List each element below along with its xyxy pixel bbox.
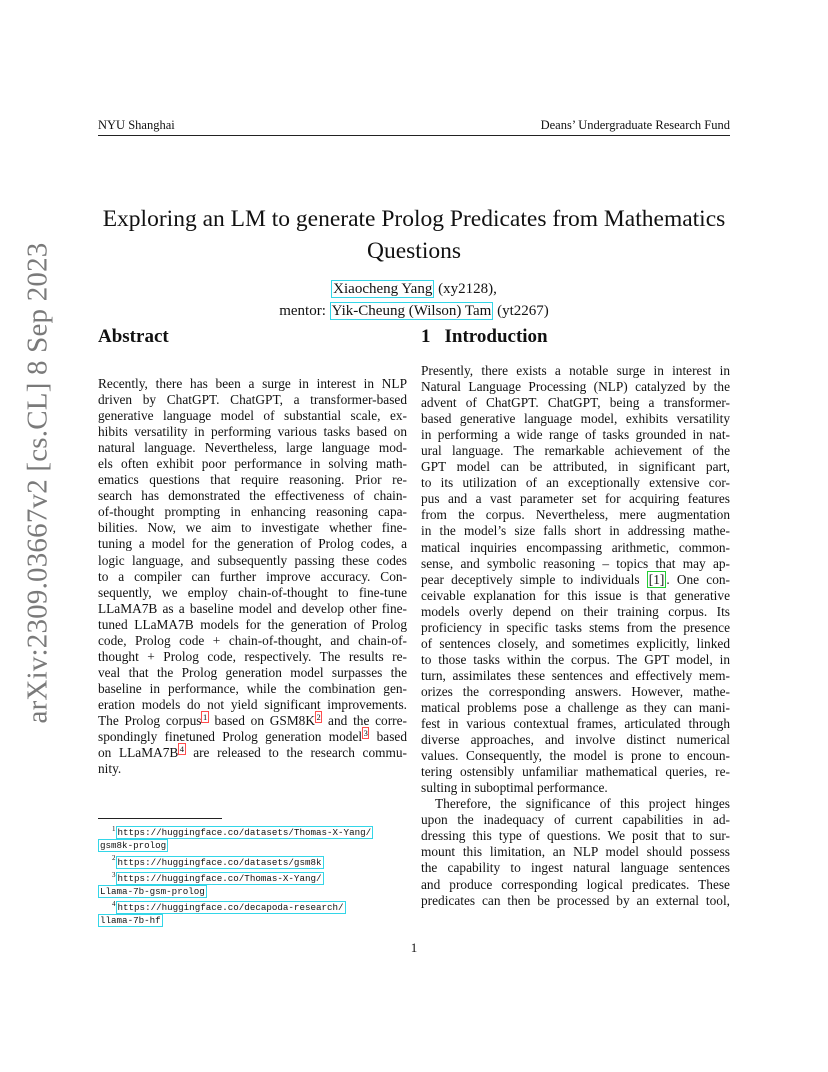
intro-line: tering ostensibly unfamiliar mathematical queries, re- <box>421 764 730 780</box>
intro-line: mount this limitation, an NLP model should possess <box>421 844 730 860</box>
footnote-url-link[interactable]: https://huggingface.co/datasets/Thomas-X-Yang/ <box>117 827 372 839</box>
section-number: 1 <box>421 326 431 347</box>
footnote-link-2[interactable]: 2 <box>316 711 321 722</box>
intro-line: models overly depend on their training corpus. Its <box>421 603 730 619</box>
footnote-rule <box>98 818 222 819</box>
footnote-url-link[interactable]: gsm8k-prolog <box>100 840 167 852</box>
abstract-line <box>98 729 407 745</box>
footnote-3-cont <box>98 885 407 898</box>
abstract-line: natural language. Nevertheless, large language mod- <box>98 440 407 456</box>
abstract-line: search has demonstrated the effectiveness of chain- <box>98 488 407 504</box>
intro-line: matical inquiries encompassing arithmetic, common- <box>421 539 730 555</box>
intro-line: of sentences closely, and sometimes explicitly, linked <box>421 635 730 651</box>
intro-line: advent of ChatGPT. ChatGPT, being a transformer- <box>421 395 730 411</box>
footnote-1-cont <box>98 839 407 852</box>
abstract-line: LLaMA7B as a baseline model and develop other fine- <box>98 600 407 616</box>
abstract-heading: Abstract <box>98 326 169 347</box>
abstract-line: eration models do not yield significant improvements. <box>98 696 407 712</box>
abstract-line: els often exhibit poor performance in solving math- <box>98 456 407 472</box>
intro-line: orizes the corresponding answers. However, mathe- <box>421 683 730 699</box>
header-rule <box>98 135 730 136</box>
abstract-line: ematics questions that require reasoning. Prior re- <box>98 472 407 488</box>
abstract-line <box>98 713 407 729</box>
abstract-line: code, Prolog code + chain-of-thought, and chain-of- <box>98 632 407 648</box>
abstract-line: bilities. Now, we aim to investigate whether fine- <box>98 520 407 536</box>
abstract-line: hibits versatility in performing various tasks based on <box>98 424 407 440</box>
mentor-line <box>98 300 730 322</box>
running-header-right: Deans’ Undergraduate Research Fund <box>540 118 730 132</box>
abstract-text-fragment: are released to the research commu- <box>185 745 407 761</box>
intro-line: the capability to ingest natural language sentences <box>421 860 730 876</box>
intro-line: in performing a wide range of tasks grounded in nat- <box>421 427 730 443</box>
intro-line: Therefore, the significance of this project hinges <box>435 796 730 812</box>
footnote-url-link[interactable]: https://huggingface.co/datasets/gsm8k <box>117 856 322 868</box>
footnote-url-link[interactable]: https://huggingface.co/decapoda-research/ <box>117 902 344 914</box>
abstract-line: nity. <box>98 761 122 777</box>
intro-line: based generative language model, exhibits versatility <box>421 411 730 427</box>
author-line <box>98 278 730 300</box>
abstract-line: Recently, there has been a surge in interest in NLP <box>98 376 407 391</box>
running-header-left: NYU Shanghai <box>98 118 175 132</box>
footnote-mark: 1 <box>112 825 116 833</box>
abstract-line: tuned LLaMA7B models for the generation of Prolog <box>98 616 407 632</box>
intro-line: sulting in suboptimal performance. <box>421 780 608 796</box>
intro-line <box>421 572 730 588</box>
intro-line: Presently, there exists a notable surge in interest in <box>421 363 730 378</box>
intro-line: diverse approaches, and involve distinct numerical <box>421 732 730 748</box>
intro-line: to those tasks within the corpus. The GPT model, in <box>421 651 730 667</box>
footnote-link-3[interactable]: 3 <box>363 727 368 738</box>
footnote-link-1[interactable]: 1 <box>202 711 208 722</box>
footnote-mark: 3 <box>112 870 116 879</box>
intro-line: values. Consequently, the model is prone to encoun- <box>421 748 730 764</box>
footnote-url-link[interactable]: Llama-7b-gsm-prolog <box>100 886 205 897</box>
intro-text-fragment: pear deceptively simple to individuals <box>421 571 647 587</box>
intro-line: and produce corresponding logical predicates. These <box>421 876 730 892</box>
abstract-line: thought + Prolog code, respectively. The results re- <box>98 648 407 664</box>
intro-line: ceivable explanation for this issue is that generative <box>421 587 730 603</box>
footnote-url-link[interactable]: llama-7b-hf <box>100 915 161 927</box>
abstract-text-fragment: based on GSM8K <box>208 712 315 728</box>
intro-line: pus and a vast parameter set for acquiring features <box>421 491 730 507</box>
abstract-line: veal that the Prolog generation model surpasses the <box>98 664 407 680</box>
section-title: Introduction <box>444 326 548 347</box>
intro-line: to its utilization of an exceptionally extensive cor- <box>421 475 730 491</box>
footnote-mark: 2 <box>112 854 116 863</box>
author-name-link[interactable]: Xiaocheng Yang <box>333 281 433 297</box>
mentor-prefix: mentor: <box>279 303 326 319</box>
intro-line: dressing this type of questions. We posit that to sur- <box>421 828 730 844</box>
abstract-line: generative language model of substantial scale, ex- <box>98 408 407 424</box>
abstract-line: logic language, and subsequently passing these codes <box>98 552 407 568</box>
intro-line: turn, assimilates these sentences and effectively mem- <box>421 667 730 683</box>
intro-line: GPT model can be attributed, in significant part, <box>421 459 730 475</box>
abstract-text-fragment: based <box>369 729 407 745</box>
intro-line: upon the inadequacy of current capabilities in ad- <box>421 812 730 828</box>
abstract-text-fragment: spondingly finetuned Prolog generation model <box>98 729 363 745</box>
arxiv-stamp-text: arXiv:2309.03667v2 [cs.CL] 8 Sep 2023 <box>21 242 54 724</box>
intro-line: matical problems pose a challenge as they can mani- <box>421 699 730 715</box>
mentor-name-link[interactable]: Yik-Cheung (Wilson) Tam <box>331 303 492 319</box>
abstract-text-fragment: and the corre- <box>322 712 407 728</box>
footnote-url-link[interactable]: https://huggingface.co/Thomas-X-Yang/ <box>117 872 322 884</box>
intro-line: predicates can then be processed by an external tool, <box>421 892 730 908</box>
introduction-text <box>421 363 730 909</box>
abstract-line: to a compiler can further improve accuracy. Con- <box>98 568 407 584</box>
intro-line: in the model’s size falls short in addressing mathe- <box>421 523 730 539</box>
abstract-text <box>98 376 407 777</box>
citation-link-1[interactable]: [1] <box>648 571 665 587</box>
abstract-line: tuning a model for the generation of Prolog codes, a <box>98 536 407 552</box>
abstract-line: of-thought prompting in enhancing reasoning capa- <box>98 504 407 520</box>
abstract-line: baseline in performance, while the combination gen- <box>98 680 407 696</box>
footnote-1 <box>98 823 407 839</box>
abstract-line: driven by ChatGPT. ChatGPT, a transformer-based <box>98 392 407 408</box>
paper-title <box>98 203 730 267</box>
footnote-4 <box>98 898 407 914</box>
footnote-4-cont <box>98 914 407 927</box>
mentor-id: (yt2267) <box>497 303 549 319</box>
intro-line: proficiency in specific tasks stems from the presence <box>421 619 730 635</box>
footnote-2 <box>98 852 407 868</box>
abstract-text-fragment: The Prolog corpus <box>98 712 202 728</box>
footnote-mark: 4 <box>112 900 116 909</box>
intro-line: from the corpus. Nevertheless, mere augmentation <box>421 507 730 523</box>
intro-line: Natural Language Processing (NLP) catalyzed by the <box>421 379 730 395</box>
title-line-2: Questions <box>367 238 461 264</box>
abstract-line <box>98 745 407 761</box>
abstract-line: sequently, we employ chain-of-thought to fine-tune <box>98 584 407 600</box>
footnotes <box>98 823 407 928</box>
arxiv-stamp <box>18 242 58 724</box>
intro-line: fest in various contextual frames, articulated through <box>421 716 730 732</box>
abstract-text-fragment: on LLaMA7B <box>98 745 179 761</box>
intro-text-fragment: . One con- <box>666 571 730 587</box>
author-id: (xy2128), <box>438 281 497 297</box>
title-line-1: Exploring an LM to generate Prolog Predicates from Mathematics <box>102 206 726 232</box>
footnote-link-4[interactable]: 4 <box>179 743 185 754</box>
author-block <box>98 278 730 322</box>
intro-line: ural language. The remarkable achievement of the <box>421 443 730 459</box>
intro-line: sense, and symbolic reasoning – topics that may ap- <box>421 555 730 571</box>
footnote-3 <box>98 869 407 885</box>
page-number: 1 <box>410 940 418 955</box>
introduction-heading <box>421 326 548 348</box>
